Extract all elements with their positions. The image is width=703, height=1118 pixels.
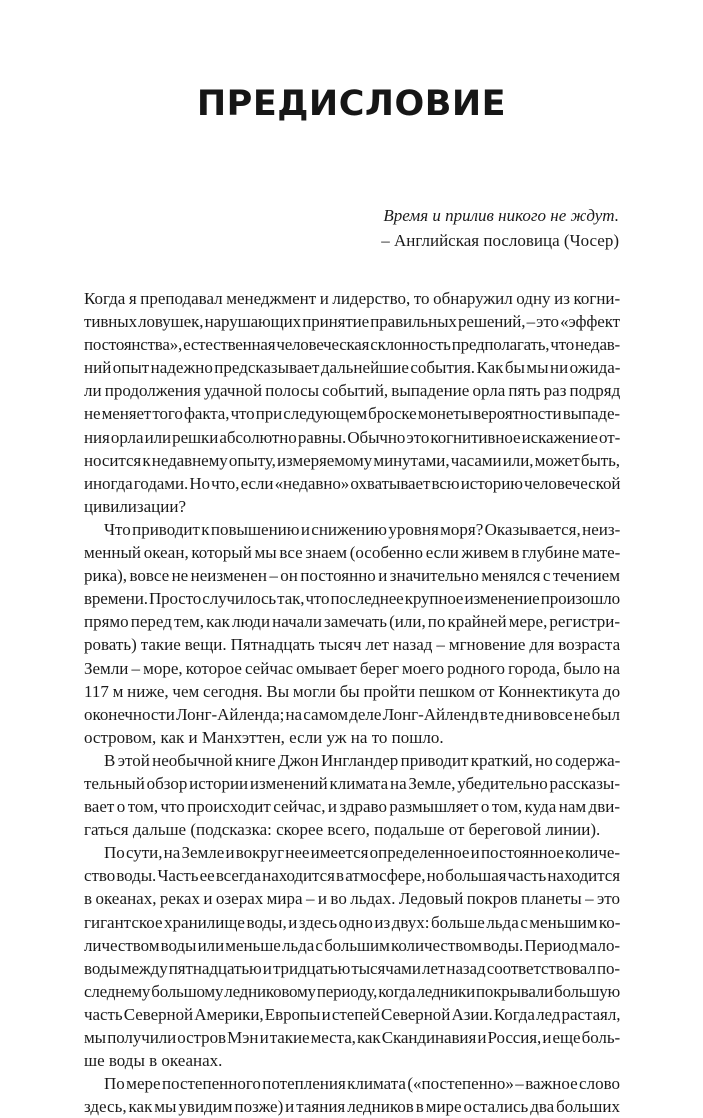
text-line: оконечности Лонг-Айленда; на самом деле Лонг-Айленд в те дни вовсе не был xyxy=(84,704,620,724)
text-line: Что приводит к повышению и снижению уровня моря? Оказывается, неиз- xyxy=(104,519,621,539)
text-line: 117 м ниже, чем сегодня. Вы могли бы пройти пешком от Коннектикута до xyxy=(84,681,621,701)
text-line: личеством воды или меньше льда с большим количеством воды. Период мало- xyxy=(84,935,620,955)
text-line: постоянства», естественная человеческая склонность предполагать, что недав- xyxy=(84,335,620,355)
text-line: рика), вовсе не неизменен – он постоянно и значительно менялся с течением xyxy=(84,566,620,586)
text-line: мы получили остров Мэн и такие места, как Скандинавия и Россия, и еще боль- xyxy=(84,1028,621,1047)
text-line: По сути, на Земле и вокруг нее имеется определенное и постоянное количе- xyxy=(104,843,620,863)
text-line: цивилизации? xyxy=(84,496,186,516)
text-line: в океанах, реках и озерах мира – и во льдах. Ледовый покров планеты – это xyxy=(84,889,620,909)
text-line: времени. Просто случилось так, что последнее крупное изменение произошло xyxy=(84,589,620,609)
text-line: ний опыт надежно предсказывает дальнейшие события. Как бы мы ни ожида- xyxy=(84,358,621,378)
epigraph-source: – Английская пословица (Чосер) xyxy=(381,231,619,250)
text-line: носится к недавнему опыту, измеряемому минутами, часами или, может быть, xyxy=(84,450,620,470)
text-line: По мере постепенного потепления климата («постепенно» – важное слово xyxy=(104,1074,620,1094)
text-line: Когда я преподавал менеджмент и лидерство, то обнаружил одну из когни- xyxy=(84,289,621,308)
text-line: иногда годами. Но что, если «недавно» охватывает всю историю человеческой xyxy=(84,473,621,493)
text-line: воды между пятнадцатью и тридцатью тысячами лет назад соответствовал по- xyxy=(84,958,620,978)
text-line: следнему большому ледниковому периоду, когда ледники покрывали большую xyxy=(84,981,620,1001)
text-line: тивных ловушек, нарушающих принятие правильных решений, – это «эффект xyxy=(84,312,620,332)
text-line: ровать) такие вещи. Пятнадцать тысяч лет назад – мгновение для возраста xyxy=(84,635,621,655)
epigraph xyxy=(381,203,619,253)
chapter-title: ПРЕДИСЛОВИЕ xyxy=(196,84,507,124)
text-line: гаться дальше (подсказка: скорее всего, подальше от береговой линии). xyxy=(84,820,601,840)
text-line: ния орла или решки абсолютно равны. Обычно это когнитивное искажение от- xyxy=(84,427,621,447)
text-line: тельный обзор истории изменений климата на Земле, убедительно рассказы- xyxy=(84,773,621,793)
text-line: прямо перед тем, как люди начали замечать (или, по крайней мере, регистри- xyxy=(84,612,620,632)
body-text xyxy=(84,287,620,1118)
text-line: ше воды в океанах. xyxy=(84,1051,223,1071)
text-line: ство воды. Часть ее всегда находится в атмосфере, но большая часть находится xyxy=(84,866,620,886)
text-line: часть Северной Америки, Европы и степей Северной Азии. Когда лед растаял, xyxy=(84,1004,621,1024)
text-line: менный океан, который мы все знаем (особенно если живем в глубине мате- xyxy=(84,543,621,563)
text-line: здесь, как мы увидим позже) и таяния ледников в мире остались два больших xyxy=(84,1097,620,1117)
text-line: вает о том, что происходит сейчас, и здраво размышляет о том, куда нам дви- xyxy=(84,797,620,817)
text-line: ли продолжения удачной полосы событий, выпадение орла пять раз подряд xyxy=(84,381,621,401)
epigraph-quote: Время и прилив никого не ждут. xyxy=(383,206,619,225)
text-line: гигантское хранилище воды, и здесь одно из двух: больше льда с меньшим ко- xyxy=(84,912,621,932)
text-line: островом, как и Манхэттен, если уж на то пошло. xyxy=(84,727,444,747)
text-line: не меняет того факта, что при следующем броске монеты вероятности выпаде- xyxy=(84,404,620,424)
text-line: Земли – море, которое сейчас омывает берег моего родного города, было на xyxy=(84,658,620,678)
text-line: В этой необычной книге Джон Ингландер приводит краткий, но содержа- xyxy=(104,750,621,770)
